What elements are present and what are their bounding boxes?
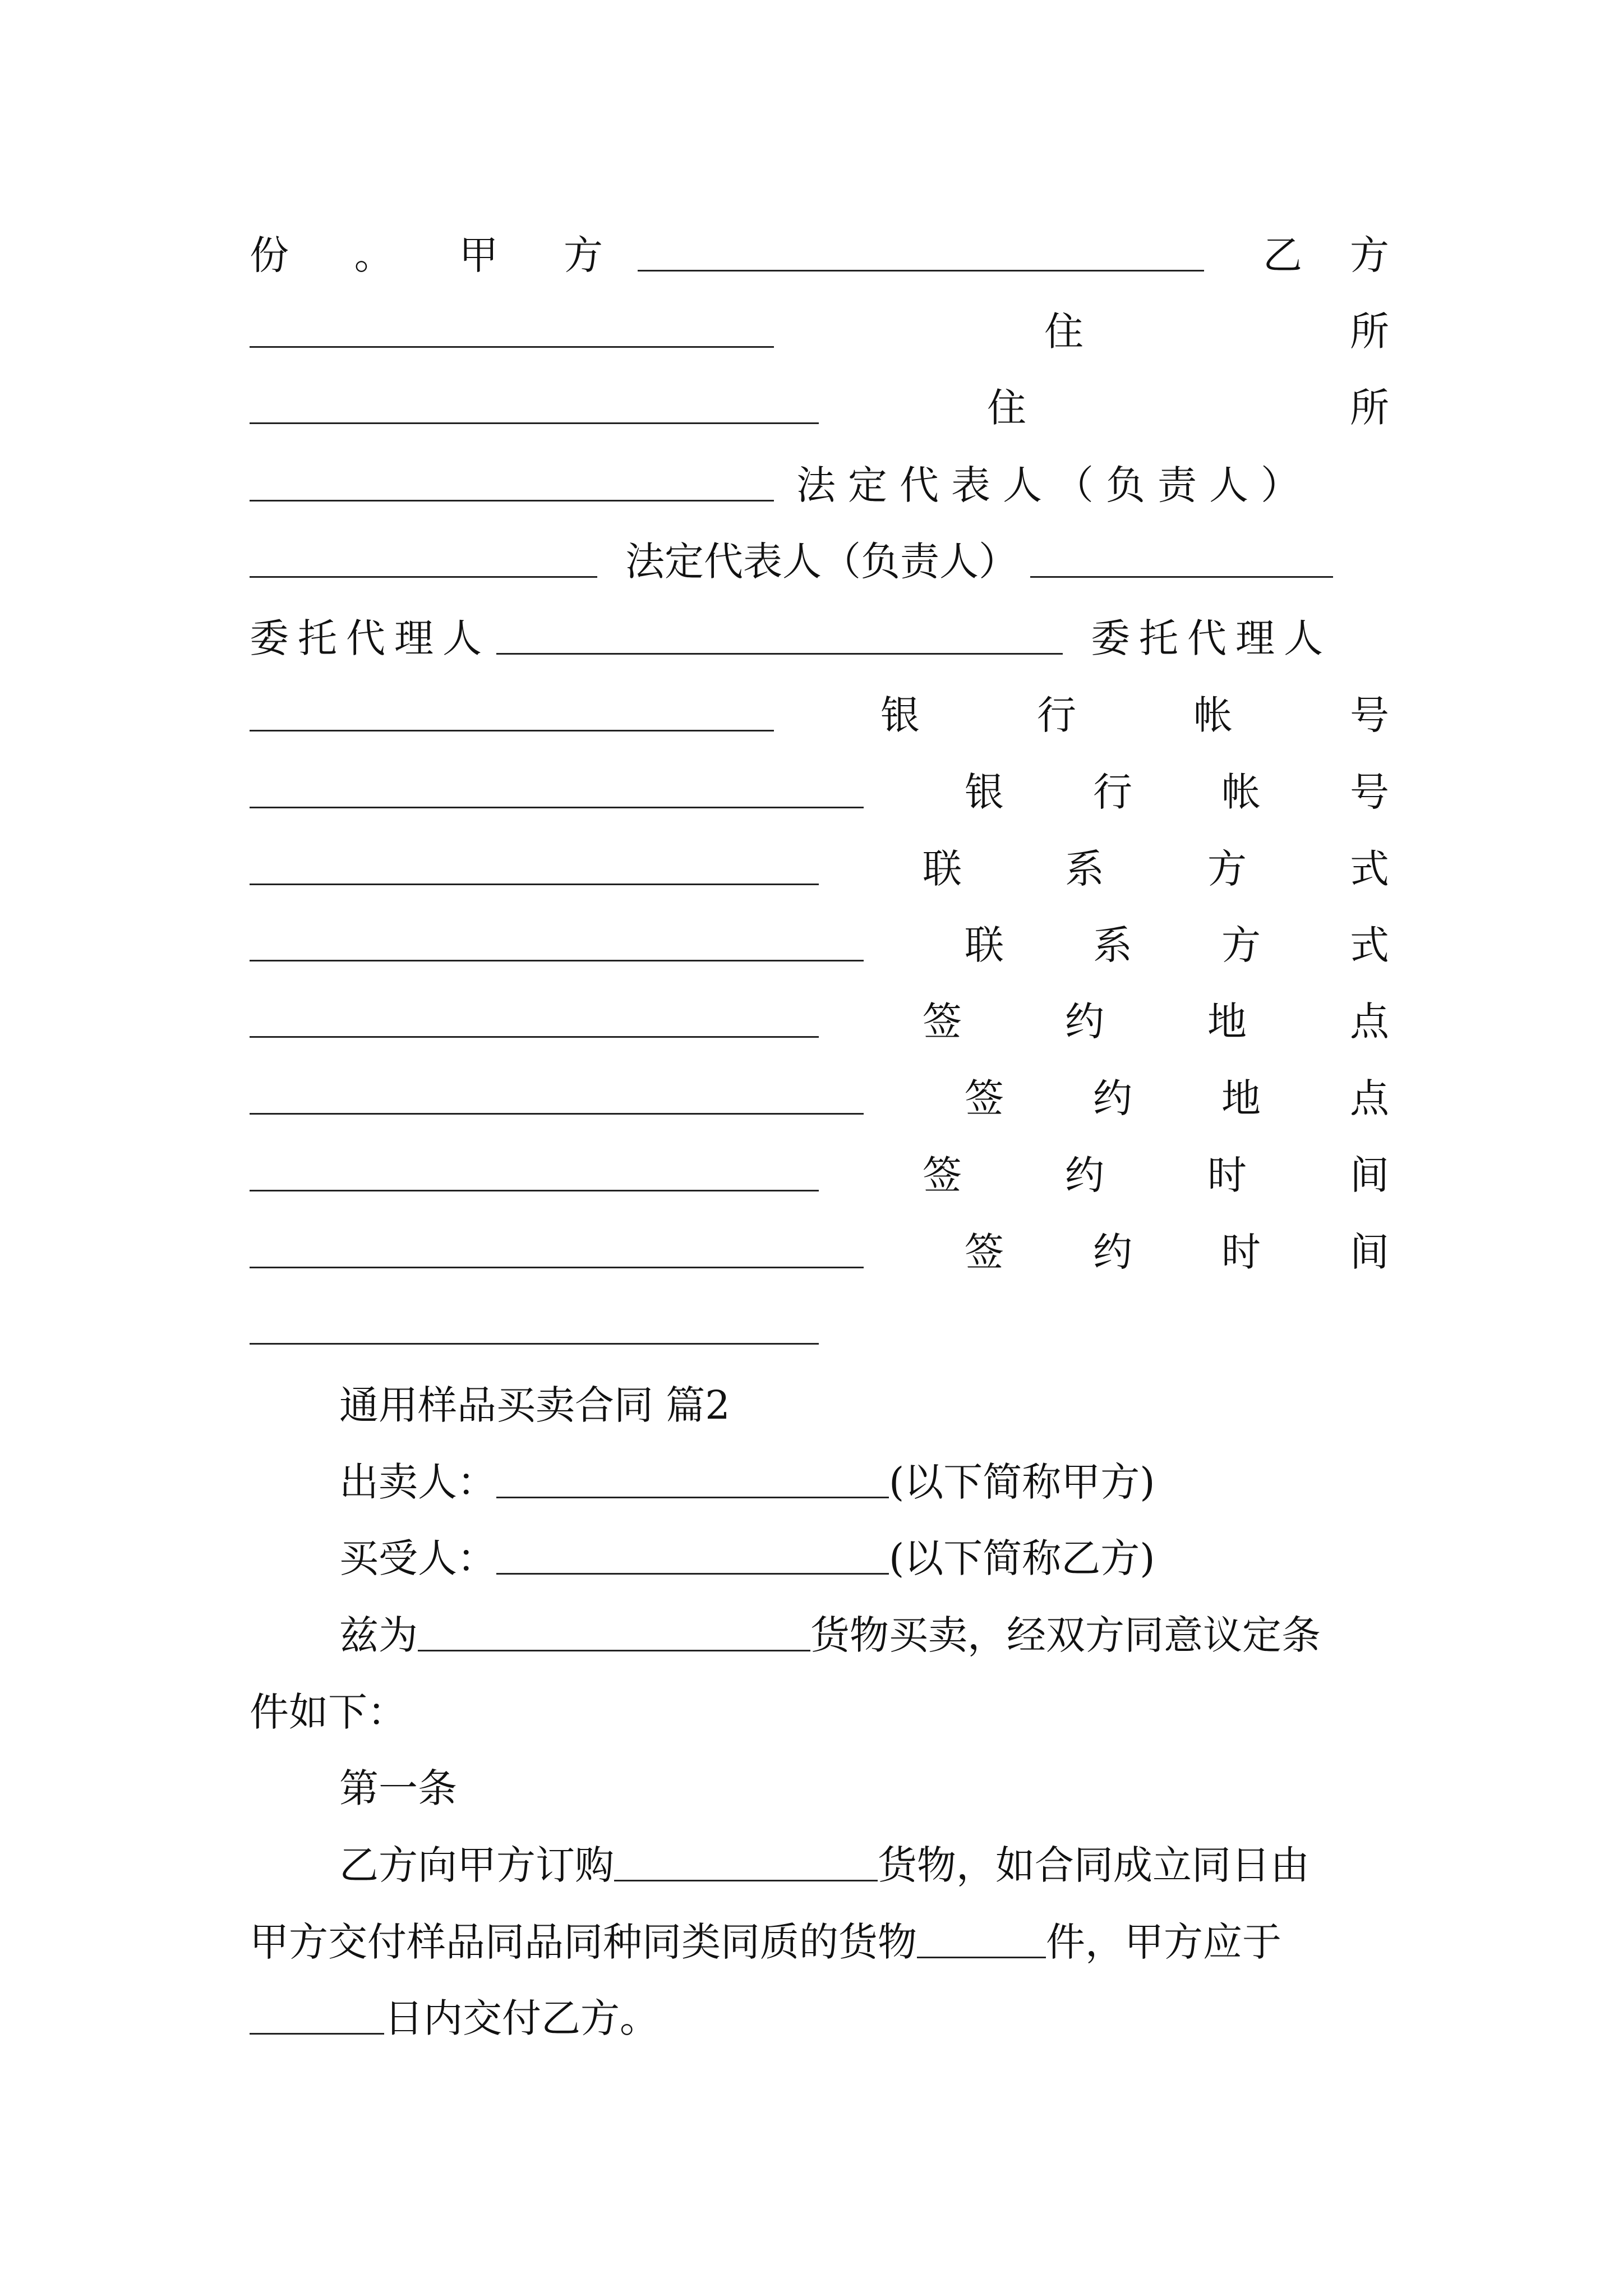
- contact-char: 系: [1065, 846, 1104, 892]
- sign-time-char: 时: [1221, 1229, 1261, 1275]
- sign-place-char: 签: [965, 1075, 1004, 1121]
- sign-place-char: 签: [923, 999, 962, 1045]
- article-line-3: [250, 1976, 1389, 2041]
- sign-place-char: 地: [1221, 1075, 1261, 1121]
- text-char: 。: [354, 232, 394, 278]
- bank-char: 号: [1350, 769, 1389, 815]
- sign-time-char: 间: [1350, 1152, 1389, 1198]
- buyer-label: 买受人：: [339, 1535, 496, 1581]
- sign-place-line-a: [250, 979, 1389, 1045]
- sign-place-char: 约: [1065, 999, 1104, 1045]
- seller-suffix: (以下简称甲方): [889, 1459, 1155, 1505]
- agent-line: [250, 596, 1389, 661]
- party-line: [250, 213, 1389, 278]
- intro-continuation: 件如下：: [250, 1689, 407, 1735]
- text-char: 甲: [459, 232, 499, 278]
- party-b-blank: [250, 346, 774, 348]
- bank-char: 帐: [1193, 692, 1233, 738]
- days-blank: [250, 2033, 384, 2035]
- sign-place-blank-b: [250, 1190, 819, 1191]
- sign-place-char: 点: [1350, 1075, 1389, 1121]
- sign-time-blank-b: [250, 1343, 819, 1345]
- legal-rep-label: 法定代表人（负责人）: [796, 462, 1312, 508]
- legal-rep-line-a: [250, 443, 1389, 508]
- residence-line-b: [250, 366, 1389, 431]
- contact-char: 方: [1207, 846, 1247, 892]
- bank-char: 银: [965, 769, 1004, 815]
- sign-time-char: 约: [1065, 1152, 1104, 1198]
- residence-label: [819, 385, 1389, 431]
- blank-line: [250, 1286, 1389, 1348]
- buyer-suffix: (以下简称乙方): [889, 1535, 1155, 1581]
- intro-prefix: 兹为: [339, 1612, 418, 1658]
- seller-line: [250, 1440, 1389, 1505]
- section-title-text: 通用样品买卖合同 篇2: [339, 1382, 730, 1428]
- article-text: 货物，如合同成立同日由: [878, 1842, 1310, 1888]
- legal-rep-line-b: [250, 519, 1389, 585]
- contact-char: 系: [1093, 922, 1132, 968]
- legal-rep-blank-a: [250, 576, 597, 578]
- bank-char: 行: [1037, 692, 1076, 738]
- bank-char: 银: [880, 692, 920, 738]
- article-line-2: [250, 1900, 1389, 1965]
- contact-line-b: [250, 903, 1389, 968]
- intro-suffix: 货物买卖，经双方同意议定条: [810, 1612, 1321, 1658]
- text-char: 方: [1350, 232, 1389, 278]
- party-a-blank: [638, 270, 1204, 272]
- sign-place-blank-a: [250, 1113, 864, 1115]
- contact-line-a: [250, 827, 1389, 892]
- contact-char: 式: [1350, 922, 1389, 968]
- bank-blank-a: [250, 807, 864, 808]
- legal-rep-blank-b: [1030, 576, 1333, 578]
- quantity-blank: [917, 1957, 1046, 1958]
- text-char: 方: [563, 232, 603, 278]
- order-blank: [614, 1880, 878, 1881]
- bank-line-b: [250, 750, 1389, 815]
- agent-blank: [496, 653, 1063, 655]
- agent-label: 委托代理人: [250, 615, 491, 661]
- bank-char: 帐: [1221, 769, 1261, 815]
- buyer-line: [250, 1516, 1389, 1581]
- sign-place-char: 地: [1207, 999, 1247, 1045]
- residence-char: 住: [987, 385, 1026, 431]
- sign-time-char: 约: [1093, 1229, 1132, 1275]
- contact-char: 联: [923, 846, 962, 892]
- article-title: [250, 1746, 1389, 1811]
- residence-char: 所: [1350, 385, 1389, 431]
- article-text: 日内交付乙方。: [384, 1995, 659, 2041]
- bank-char: 号: [1350, 692, 1389, 738]
- article-text: 件，甲方应于: [1046, 1919, 1281, 1965]
- sign-place-line-b: [250, 1056, 1389, 1121]
- agent-blank-b: [250, 730, 774, 731]
- bank-char: 行: [1093, 769, 1132, 815]
- intro-line-2: [250, 1670, 1389, 1735]
- article-line-1: [250, 1823, 1389, 1888]
- sign-time-char: 签: [923, 1152, 962, 1198]
- residence-blank-b: [250, 500, 774, 501]
- text-char: 乙: [1263, 232, 1302, 278]
- sign-time-char: 签: [965, 1229, 1004, 1275]
- agent-label: 委托代理人: [1091, 615, 1332, 661]
- residence-char: 住: [1044, 309, 1083, 355]
- bank-line-a: [250, 673, 1389, 738]
- sign-time-char: 间: [1350, 1229, 1389, 1275]
- sign-time-blank-a: [250, 1267, 864, 1268]
- bank-blank-b: [250, 884, 819, 885]
- contact-char: 式: [1350, 846, 1389, 892]
- sign-place-char: 点: [1350, 999, 1389, 1045]
- sign-time-char: 时: [1207, 1152, 1247, 1198]
- seller-label: 出卖人：: [339, 1459, 496, 1505]
- article-text: 甲方交付样品同品同种同类同质的货物: [250, 1919, 917, 1965]
- sign-time-line-a: [250, 1133, 1389, 1198]
- contact-blank-a: [250, 960, 864, 961]
- residence-blank-a: [250, 422, 819, 424]
- residence-line-a: [250, 289, 1389, 355]
- goods-blank: [418, 1650, 810, 1651]
- section-title: [250, 1363, 1389, 1428]
- contact-char: 方: [1221, 922, 1261, 968]
- buyer-blank: [496, 1573, 889, 1575]
- residence-char: 所: [1350, 309, 1389, 355]
- article-text: 乙方向甲方订购: [339, 1842, 614, 1888]
- text-char: 份: [250, 232, 289, 278]
- residence-label: [774, 309, 1389, 355]
- legal-rep-label: 法定代表人（负责人）: [625, 539, 1018, 585]
- contact-char: 联: [965, 922, 1004, 968]
- sign-place-char: 约: [1093, 1075, 1132, 1121]
- sign-time-line-b: [250, 1210, 1389, 1275]
- seller-blank: [496, 1497, 889, 1498]
- article-title-text: 第一条: [339, 1765, 457, 1811]
- intro-line: [250, 1593, 1389, 1658]
- contact-blank-b: [250, 1036, 819, 1038]
